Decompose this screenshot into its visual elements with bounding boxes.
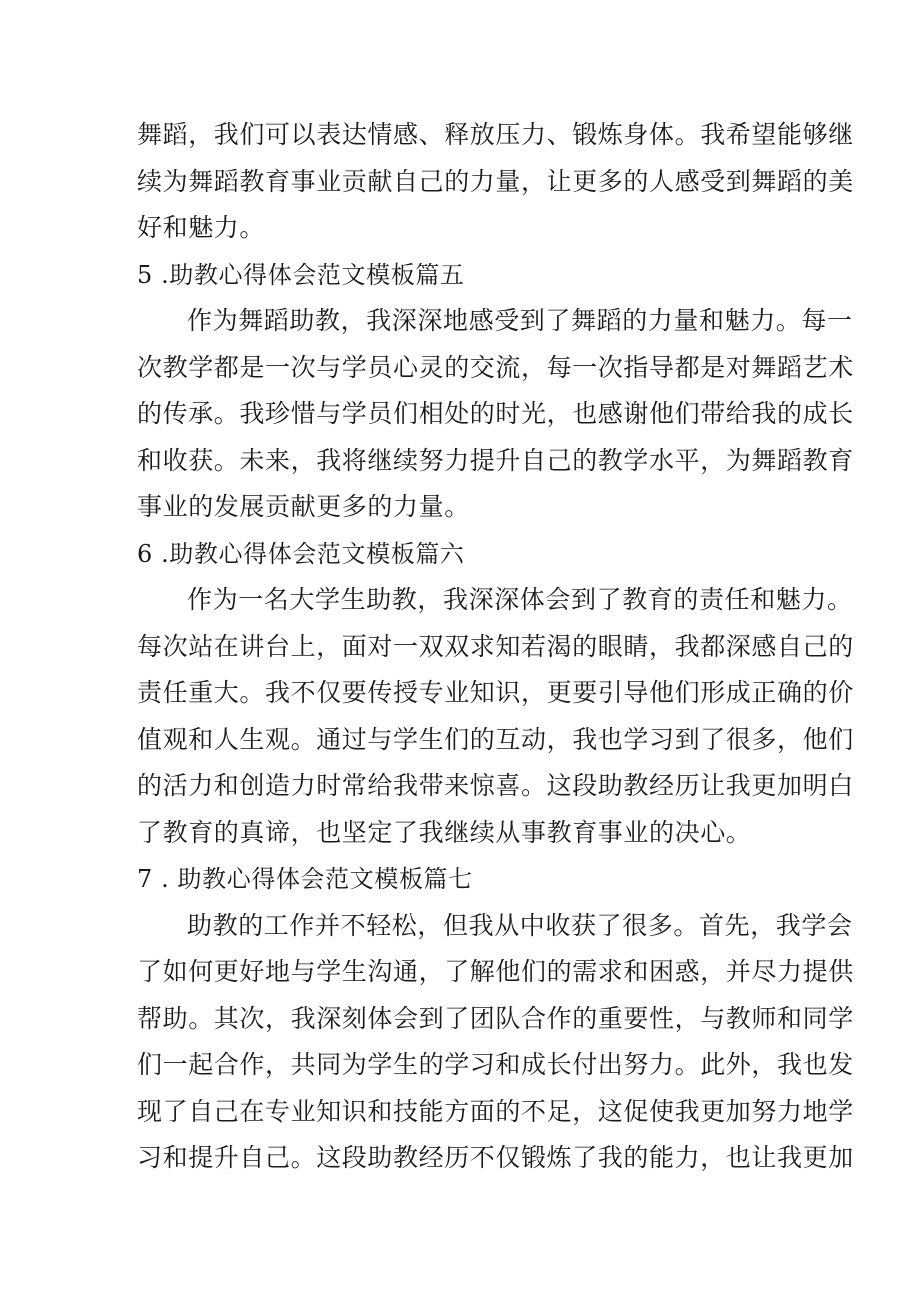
text-line: 们一起合作，共同为学生的学习和成长付出努力。此外，我也发 xyxy=(137,1050,854,1079)
paragraph-section-7 xyxy=(137,903,854,1182)
text-line: 每次站在讲台上，面对一双双求知若渴的眼睛，我都深感自己的 xyxy=(137,631,854,661)
text-line: 现了自己在专业知识和技能方面的不足，这促使我更加努力地学 xyxy=(137,1096,854,1126)
text-line: 和收获。未来，我将继续努力提升自己的教学水平，为舞蹈教育 xyxy=(137,445,854,475)
text-line: 好和魅力。 xyxy=(137,213,266,242)
section-heading-6: 6 .助教心得体会范文模板篇六 xyxy=(137,539,465,568)
text-line: 帮助。其次，我深刻体会到了团队合作的重要性，与教师和同学 xyxy=(137,1003,854,1033)
paragraph-continuation xyxy=(137,112,854,252)
text-line: 值观和人生观。通过与学生们的互动，我也学习到了很多，他们 xyxy=(137,724,854,754)
text-line: 的传承。我珍惜与学员们相处的时光，也感谢他们带给我的成长 xyxy=(137,399,854,428)
paragraph-section-6 xyxy=(137,577,854,856)
text-line: 舞蹈，我们可以表达情感、释放压力、锻炼身体。我希望能够继 xyxy=(137,120,854,149)
text-line: 事业的发展贡献更多的力量。 xyxy=(137,492,470,521)
text-line: 作为舞蹈助教，我深深地感受到了舞蹈的力量和魅力。每一 xyxy=(187,306,853,335)
document-page xyxy=(137,112,854,1182)
text-line: 作为一名大学生助教，我深深体会到了教育的责任和魅力。 xyxy=(187,585,853,614)
text-line: 的活力和创造力时常给我带来惊喜。这段助教经历让我更加明白 xyxy=(137,771,854,800)
paragraph-section-5 xyxy=(137,298,854,531)
section-heading-7: 7 . 助教心得体会范文模板篇七 xyxy=(137,865,473,893)
section-heading-5: 5 .助教心得体会范文模板篇五 xyxy=(137,260,465,289)
text-line: 习和提升自己。这段助教经历不仅锻炼了我的能力，也让我更加 xyxy=(137,1143,854,1172)
text-line: 续为舞蹈教育事业贡献自己的力量，让更多的人感受到舞蹈的美 xyxy=(137,166,854,196)
text-line: 次教学都是一次与学员心灵的交流，每一次指导都是对舞蹈艺术 xyxy=(137,352,854,382)
text-line: 了教育的真谛，也坚定了我继续从事教育事业的决心。 xyxy=(137,817,752,847)
text-line: 责任重大。我不仅要传授专业知识，更要引导他们形成正确的价 xyxy=(137,678,854,707)
text-line: 了如何更好地与学生沟通，了解他们的需求和困惑，并尽力提供 xyxy=(137,957,854,986)
text-line: 助教的工作并不轻松，但我从中收获了很多。首先，我学会 xyxy=(187,910,853,940)
